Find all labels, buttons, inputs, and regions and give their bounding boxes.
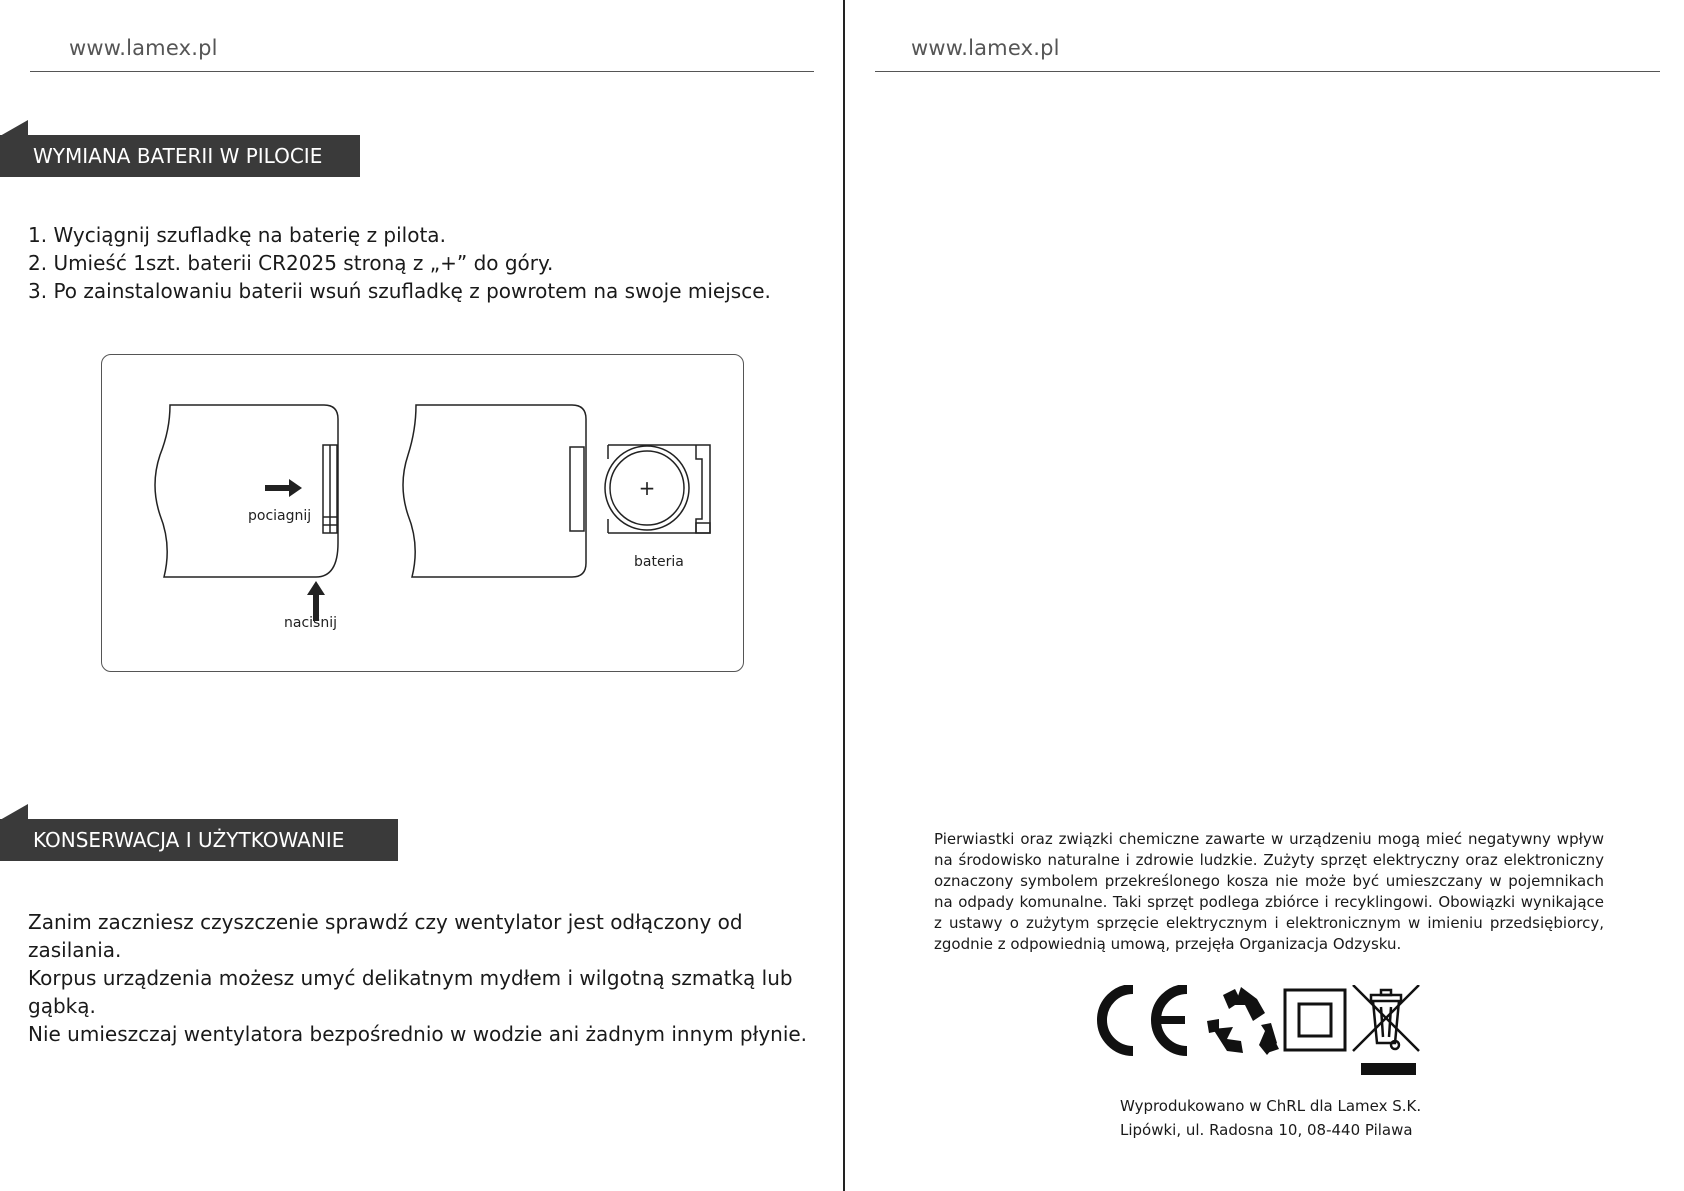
remote-illustration-closed: [155, 405, 338, 577]
ce-mark-icon: [1102, 989, 1187, 1051]
care-paragraph: Nie umieszczaj wentylatora bezpośrednio w wodzie ani żadnym innym płynie.: [28, 1022, 808, 1046]
header-url: www.lamex.pl: [69, 36, 218, 60]
care-paragraph: Zanim zaczniesz czyszczenie sprawdź czy wentylator jest odłączony od zasilania.: [28, 910, 743, 962]
battery-step: 1. Wyciągnij szufladkę na baterię z pilota.: [28, 223, 446, 247]
remote-illustration-open: [403, 405, 586, 577]
section-tab-corner: [0, 120, 28, 136]
care-instructions: [28, 908, 828, 1048]
arrow-right-icon: [265, 479, 302, 497]
header-url: www.lamex.pl: [911, 36, 1060, 60]
plus-sign: +: [638, 476, 656, 500]
battery-drawer-illustration: [605, 445, 710, 533]
right-page: [845, 0, 1684, 1191]
recycle-icon: [1207, 987, 1279, 1055]
header-rule: [30, 71, 814, 72]
battery-steps-list: [28, 221, 771, 305]
double-insulation-icon: [1285, 990, 1345, 1050]
weee-bar: [1361, 1063, 1416, 1075]
manufacturer-address: Lipówki, ul. Radosna 10, 08-440 Pilawa: [1120, 1121, 1413, 1139]
care-section-title: KONSERWACJA I UŻYTKOWANIE: [0, 819, 398, 861]
battery-figure: [101, 354, 744, 672]
battery-step: 2. Umieść 1szt. baterii CR2025 stroną z „+” do góry.: [28, 251, 554, 275]
header-rule: [875, 71, 1660, 72]
battery-step: 3. Po zainstalowaniu baterii wsuń szufladkę z powrotem na swoje miejsce.: [28, 279, 771, 303]
battery-section-title: WYMIANA BATERII W PILOCIE: [0, 135, 360, 177]
care-paragraph: Korpus urządzenia możesz umyć delikatnym mydłem i wilgotną szmatką lub gąbką.: [28, 966, 793, 1018]
battery-label: bateria: [634, 554, 684, 570]
compliance-symbols: [1095, 985, 1455, 1085]
weee-bin-icon: [1353, 985, 1419, 1051]
manufacturer-info: [1120, 1094, 1421, 1142]
manufacturer-line: Wyprodukowano w ChRL dla Lamex S.K.: [1120, 1097, 1422, 1115]
press-label: naciśnij: [284, 615, 337, 631]
pull-label: pociagnij: [248, 508, 312, 524]
weee-notice: Pierwiastki oraz związki chemiczne zawarte w urządzeniu mogą mieć negatywny wpływ na środowisko naturalne i zdrowie ludzkie. Zużyty sprzęt elektryczny oraz elektroniczny oznaczony symbolem przekreślonego kosza nie może być umieszczany w pojemnikach na odpady komunalne. Taki sprzęt podlega zbiórce i recyklingowi. Obowiązki wynikające z ustawy o zużytym sprzęcie elektrycznym i elektronicznym w imieniu przedsiębiorcy, zgodnie z odpowiednią umową, przejęła Organizacja Odzysku.: [934, 830, 1604, 953]
section-tab-corner: [0, 804, 28, 820]
